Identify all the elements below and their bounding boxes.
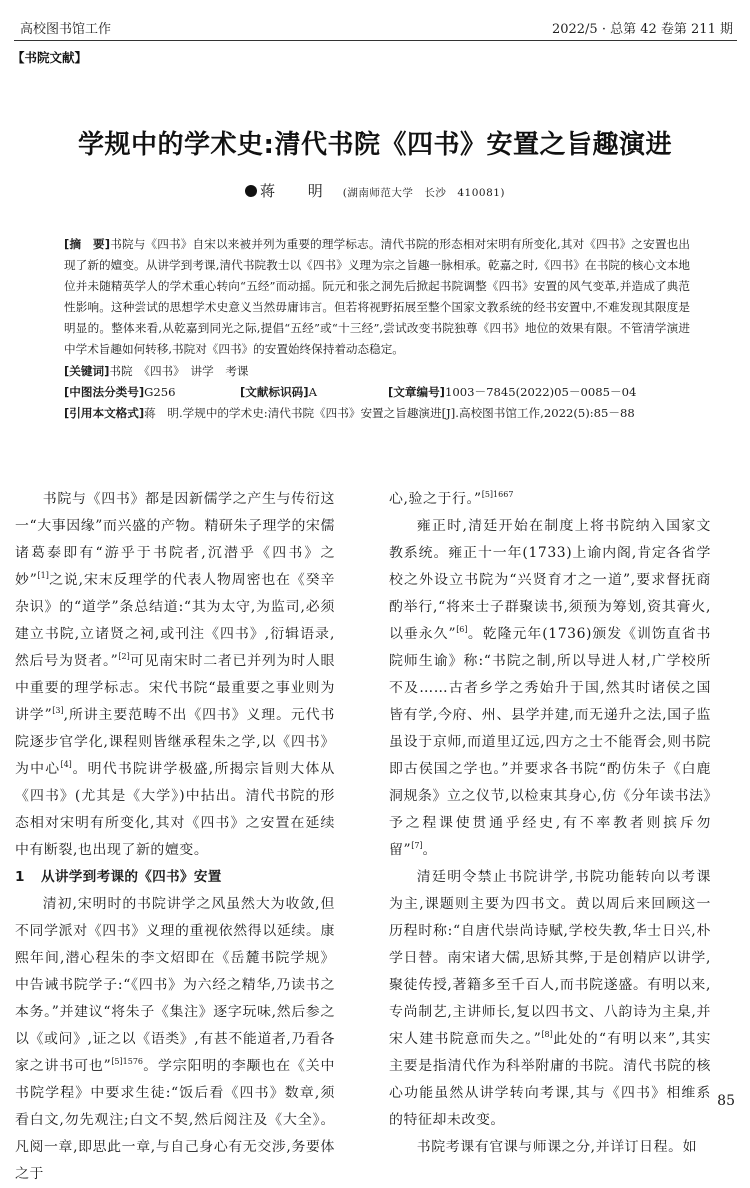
section-heading-text: 从讲学到考课的《四书》安置 [41,869,222,885]
text-run: 之说,宋末反理学的代表人物周密也在《癸辛杂识》的“道学”条总结道:“其为太守,为监司,必须建立书院,立诸贤之祠,或刊注《四书》,衍辑语录,然后号为贤者。” [15,572,335,669]
citation-text: 蒋 明.学规中的学术史:清代书院《四书》安置之旨趣演进[J].高校图书馆工作,2022(5):85－88 [144,405,635,420]
keywords-text: 书院 《四书》 讲学 考课 [109,363,249,378]
text-run: 。乾隆元年(1736)颁发《训饬直省书院师生谕》称:“书院之制,所以导进人材,广学校所不及……古者乡学之秀始升于国,然其时诸侯之国皆有学,今府、州、县学并建,而无递升之法,国子监虽设于京师,而道里辽远,四方之士不能胥会,则书院即古侯国之学也。”并要求各书院“酌仿朱子《白鹿洞规条》立之仪节,以检束其身心,仿《分年读书法》予之程课使贯通乎经史,有不率教者则摈斥勿留” [389,626,711,858]
abstract [64,234,690,361]
body-paragraph [389,1134,711,1161]
section-number: 1 [15,869,25,885]
text-run: 心,验之于行。” [389,491,482,507]
keywords-label: [关键词] [64,363,110,378]
citation-ref[interactable]: [5]1667 [481,490,514,499]
article-no-value: 1003－7845(2022)05－0085－04 [444,384,637,399]
text-run: 。 [422,842,438,858]
text-run: ,所讲主要范畴不出《四书》义理。元代书院逐步官学化,课程则皆继承程朱之学,以《四书》为中心 [15,707,335,777]
citation-ref[interactable]: [5]1576 [111,1057,144,1066]
author-name: 蒋 明 [259,182,337,200]
clc-value: G256 [144,384,176,399]
abstract-block [64,234,690,424]
byline [0,180,750,201]
body-paragraph [389,864,711,1134]
citation-ref[interactable]: [3] [52,706,64,715]
citation-ref[interactable]: [4] [60,760,72,769]
body-column-right [389,486,711,1161]
body-paragraph [15,486,335,864]
text-run: 此处的“有明以来”,其实主要是指清代作为科举附庸的书院。清代书院的核心功能虽然从讲学转向考课,其与《四书》相维系的特征却未改变。 [389,1031,711,1128]
text-run: 。学宗阳明的李颙也在《关中书院学程》中要求生徒:“饭后看《四书》数章,须看白文,勿先观注;白文不契,然后阅注及《大全》。凡阅一章,即思此一章,与自己身心有无交涉,务要体之于 [15,1058,335,1182]
text-run: 书院与《四书》都是因新儒学之产生与传衍这一“大事因缘”而兴盛的产物。精研朱子理学的宋儒诸葛泰即有“游乎于书院者,沉潜乎《四书》之妙” [15,491,335,588]
article-title: 学规中的学术史:清代书院《四书》安置之旨趣演进 [78,130,672,160]
citation [64,403,690,424]
body-column-left [15,486,335,1188]
journal-name: 高校图书馆工作 [20,22,112,37]
clc-field [64,382,240,403]
citation-label: [引用本文格式] [64,405,145,420]
citation-ref[interactable]: [1] [37,571,49,580]
doc-code-label: [文献标识码] [240,384,309,399]
text-run: 。明代书院讲学极盛,所揭宗旨则大体从《四书》(尤其是《大学》)中拈出。清代书院的形态相对宋明有所变化,其对《四书》之安置在延续中有断裂,也出现了新的嬗变。 [15,761,335,858]
body-paragraph [389,513,711,864]
issue-info: 2022/5 · 总第 42 卷第 211 期 [551,22,733,37]
text-run: 清廷明令禁止书院讲学,书院功能转向以考课为主,课题则主要为四书文。黄以周后来回顾这一历程时称:“自唐代崇尚诗赋,学校失教,华士日兴,朴学日替。南宋诸大儒,思矫其弊,于是创精庐以讲学,聚徒传授,著籍多至千百人,而书院遂盛。有明以来,专尚制艺,主讲师长,复以四书文、八韵诗为主臬,并宋人建书院意而失之。” [389,869,711,1047]
text-run: 雍正时,清廷开始在制度上将书院纳入国家文教系统。雍正十一年(1733)上谕内阁,肯定各省学校之外设立书院为“兴贤育才之一道”,要求督抚商酌举行,“将来士子群聚读书,须预为筹划,资其膏火,以垂永久” [389,518,711,642]
article-no-field [388,382,636,403]
clc-label: [中图法分类号] [64,384,145,399]
citation-ref[interactable]: [2] [118,652,130,661]
text-run: 书院考课有官课与师课之分,并详订日程。如 [416,1139,698,1155]
page-number: 85 [717,1093,735,1109]
section-heading [15,864,335,891]
citation-ref[interactable]: [7] [411,841,423,850]
bullet-dot-icon [245,185,257,197]
keywords [64,361,690,382]
abstract-text: 书院与《四书》自宋以来被并列为重要的理学标志。清代书院的形态相对宋明有所变化,其对《四书》之安置也出现了新的嬗变。从讲学到考课,清代书院教士以《四书》义理为宗之旨趣一脉相承。乾嘉之时,《四书》在书院的核心文本地位并未随精英学人的学术重心转向“五经”而动摇。阮元和张之洞先后掀起书院调整《四书》安置的风气变革,并造成了典范性影响。这种尝试的思想学术史意义当然毋庸讳言。但若将视野拓展至整个国家文教系统的经书安置中,不难发现其限度是明显的。整体来看,从乾嘉到同光之际,提倡“五经”或“十三经”,尝试改变书院独尊《四书》地位的效果有限。不管清学演进中学术旨趣如何转移,书院对《四书》的安置始终保持着动态稳定。 [64,237,690,357]
doc-code-value: A [308,384,317,399]
article-no-label: [文章编号] [388,384,445,399]
section-tag: 【书院文献】 [12,50,88,65]
body-paragraph [15,891,335,1188]
text-run: 清初,宋明时的书院讲学之风虽然大为收敛,但不同学派对《四书》义理的重视依然得以延续。康熙年间,潜心程朱的李文炤即在《岳麓书院学规》中告诫书院学子:“《四书》为六经之精华,乃读书之本务。”并建议“将朱子《集注》逐字玩味,然后参之以《或问》,证之以《语类》,有甚不能道者,乃看各家之讲书可也” [15,896,335,1074]
citation-ref[interactable]: [8] [541,1030,553,1039]
citation-ref[interactable]: [6] [456,625,468,634]
body-paragraph-continued [389,486,711,513]
abstract-label: [摘 要] [64,237,111,251]
classification-row [64,382,690,403]
text-run: 可见南宋时二者已并列为时人眼中重要的理学标志。宋代书院“最重要之事业则为讲学” [15,653,336,723]
doc-code-field [240,382,388,403]
author-affiliation: (湖南师范大学 长沙 410081) [342,187,506,199]
running-header [14,16,737,41]
